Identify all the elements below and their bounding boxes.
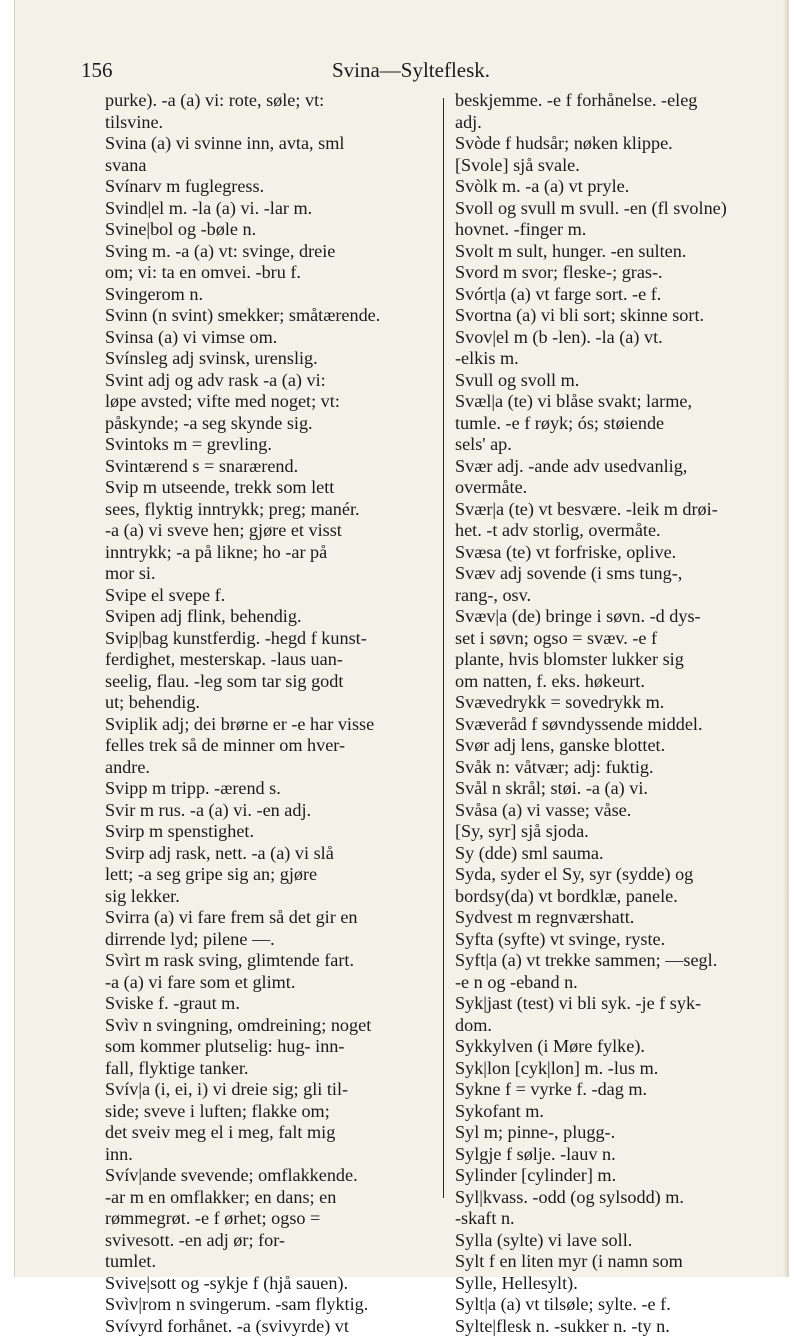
entry-line: som kommer plutselig: hug- inn- xyxy=(105,1036,433,1058)
entry-line: tumle. -e f røyk; ós; støiende xyxy=(455,413,779,435)
entry-line: Svål n skrål; støi. -a (a) vi. xyxy=(455,778,779,800)
entry-line: Svåsa (a) vi vasse; våse. xyxy=(455,800,779,822)
entry-line: tumlet. xyxy=(105,1251,433,1273)
entry-line: Svipe el svepe f. xyxy=(105,585,433,607)
entry-line: Sykofant m. xyxy=(455,1101,779,1123)
entry-line: Sving m. -a (a) vt: svinge, dreie xyxy=(105,241,433,263)
entry-line: mor si. xyxy=(105,563,433,585)
entry-line: hovnet. -finger m. xyxy=(455,219,779,241)
entry-line: Svìv n svingning, omdreining; noget xyxy=(105,1015,433,1037)
entry-line: Svolt m sult, hunger. -en sulten. xyxy=(455,241,779,263)
entry-line: Svør adj lens, ganske blottet. xyxy=(455,735,779,757)
entry-line: svana xyxy=(105,155,433,177)
entry-line: sels' ap. xyxy=(455,434,779,456)
entry-line: Sylt|a (a) vt tilsøle; sylte. -e f. xyxy=(455,1294,779,1316)
entry-line: Svull og svoll m. xyxy=(455,370,779,392)
entry-line: svivesott. -en adj ør; for- xyxy=(105,1230,433,1252)
entry-line: -e n og -eband n. xyxy=(455,972,779,994)
entry-line: tilsvine. xyxy=(105,112,433,134)
entry-line: Svov|el m (b -len). -la (a) vt. xyxy=(455,327,779,349)
entry-line: Sylle, Hellesylt). xyxy=(455,1273,779,1295)
entry-line: Syk|jast (test) vi bli syk. -je f syk- xyxy=(455,993,779,1015)
entry-line: sig lekker. xyxy=(105,886,433,908)
entry-line: Sylgje f sølje. -lauv n. xyxy=(455,1144,779,1166)
entry-line: bordsy(da) vt bordklæ, panele. xyxy=(455,886,779,908)
entry-line: Sylla (sylte) vi lave soll. xyxy=(455,1230,779,1252)
entry-line: het. -t adv storlig, overmåte. xyxy=(455,520,779,542)
entry-line: Svìv|rom n svingerum. -sam flyktig. xyxy=(105,1294,433,1316)
entry-line: inn. xyxy=(105,1144,433,1166)
entry-line: felles trek så de minner om hver- xyxy=(105,735,433,757)
entry-line: Svær adj. -ande adv usedvanlig, xyxy=(455,456,779,478)
entry-line: Sykkylven (i Møre fylke). xyxy=(455,1036,779,1058)
entry-line: Svòlk m. -a (a) vt pryle. xyxy=(455,176,779,198)
entry-line: adj. xyxy=(455,112,779,134)
entry-line: Svórt|a (a) vt farge sort. -e f. xyxy=(455,284,779,306)
entry-line: Svæveråd f søvndyssende middel. xyxy=(455,714,779,736)
running-head: Svina—Sylteflesk. xyxy=(81,58,741,83)
entry-line: løpe avsted; vifte med noget; vt: xyxy=(105,391,433,413)
entry-line: Svåk n: våtvær; adj: fuktig. xyxy=(455,757,779,779)
entry-line: Svínarv m fuglegress. xyxy=(105,176,433,198)
entry-line: Sylinder [cylinder] m. xyxy=(455,1165,779,1187)
entry-line: Sy (dde) sml sauma. xyxy=(455,843,779,865)
entry-line: Svív|ande svevende; omflakkende. xyxy=(105,1165,433,1187)
entry-line: Svir m rus. -a (a) vi. -en adj. xyxy=(105,800,433,822)
entry-line: Sviske f. -graut m. xyxy=(105,993,433,1015)
column-divider xyxy=(443,98,444,1198)
entry-line: Svæv|a (de) bringe i søvn. -d dys- xyxy=(455,606,779,628)
entry-line: overmåte. xyxy=(455,477,779,499)
entry-line: Svingerom n. xyxy=(105,284,433,306)
entry-line: dirrende lyd; pilene —. xyxy=(105,929,433,951)
entry-line: Svord m svor; fleske-; gras-. xyxy=(455,262,779,284)
entry-line: Svip|bag kunstferdig. -hegd f kunst- xyxy=(105,628,433,650)
entry-line: Svint adj og adv rask -a (a) vi: xyxy=(105,370,433,392)
entry-line: Svipen adj flink, behendig. xyxy=(105,606,433,628)
entry-line: dom. xyxy=(455,1015,779,1037)
entry-line: rømmegrøt. -e f ørhet; ogso = xyxy=(105,1208,433,1230)
entry-line: lett; -a seg gripe sig an; gjøre xyxy=(105,864,433,886)
entry-line: Sylte|flesk n. -sukker n. -ty n. xyxy=(455,1316,779,1337)
entry-line: fall, flyktige tanker. xyxy=(105,1058,433,1080)
entry-line: Syl m; pinne-, plugg-. xyxy=(455,1122,779,1144)
entry-line: Sylt f en liten myr (i namn som xyxy=(455,1251,779,1273)
entry-line: beskjemme. -e f forhånelse. -eleg xyxy=(455,90,779,112)
entry-line: påskynde; -a seg skynde sig. xyxy=(105,413,433,435)
entry-line: om; vi: ta en omvei. -bru f. xyxy=(105,262,433,284)
entry-line: Svær|a (te) vt besvære. -leik m drøi- xyxy=(455,499,779,521)
entry-line: Sykne f = vyrke f. -dag m. xyxy=(455,1079,779,1101)
entry-line: ferdighet, mesterskap. -laus uan- xyxy=(105,649,433,671)
entry-line: ut; behendig. xyxy=(105,692,433,714)
entry-line: -a (a) vi fare som et glimt. xyxy=(105,972,433,994)
entry-line: seelig, flau. -leg som tar sig godt xyxy=(105,671,433,693)
entry-line: Svipp m tripp. -ærend s. xyxy=(105,778,433,800)
entry-line: Syft|a (a) vt trekke sammen; —segl. xyxy=(455,950,779,972)
entry-line: Svina (a) vi svinne inn, avta, sml xyxy=(105,133,433,155)
entry-line: Svoll og svull m svull. -en (fl svolne) xyxy=(455,198,779,220)
entry-line: Svive|sott og -sykje f (hjå sauen). xyxy=(105,1273,433,1295)
left-column xyxy=(105,90,433,1337)
entry-line: rang-, osv. xyxy=(455,585,779,607)
entry-line: Svæv adj sovende (i sms tung-, xyxy=(455,563,779,585)
dictionary-page xyxy=(14,0,789,1277)
entry-line: Sydvest m regnværshatt. xyxy=(455,907,779,929)
entry-line: -skaft n. xyxy=(455,1208,779,1230)
entry-line: [Svole] sjå svale. xyxy=(455,155,779,177)
entry-line: andre. xyxy=(105,757,433,779)
page-header xyxy=(81,58,741,86)
entry-line: Svine|bol og -bøle n. xyxy=(105,219,433,241)
entry-line: Syda, syder el Sy, syr (sydde) og xyxy=(455,864,779,886)
page-number: 156 xyxy=(81,58,113,83)
page-edge xyxy=(783,0,789,1277)
entry-line: Svip m utseende, trekk som lett xyxy=(105,477,433,499)
entry-line: Svòde f hudsår; nøken klippe. xyxy=(455,133,779,155)
entry-line: Svind|el m. -la (a) vi. -lar m. xyxy=(105,198,433,220)
right-column xyxy=(455,90,779,1337)
entry-line: Syl|kvass. -odd (og sylsodd) m. xyxy=(455,1187,779,1209)
entry-line: -ar m en omflakker; en dans; en xyxy=(105,1187,433,1209)
entry-line: Svív|a (i, ei, i) vi dreie sig; gli til- xyxy=(105,1079,433,1101)
entry-line: sees, flyktig inntrykk; preg; manér. xyxy=(105,499,433,521)
entry-line: Svirp m spenstighet. xyxy=(105,821,433,843)
entry-line: Svinn (n svint) smekker; småtærende. xyxy=(105,305,433,327)
entry-line: det sveiv meg el i meg, falt mig xyxy=(105,1122,433,1144)
entry-line: plante, hvis blomster lukker sig xyxy=(455,649,779,671)
entry-line: Svirp adj rask, nett. -a (a) vi slå xyxy=(105,843,433,865)
entry-line: [Sy, syr] sjå sjoda. xyxy=(455,821,779,843)
entry-line: Svæl|a (te) vi blåse svakt; larme, xyxy=(455,391,779,413)
entry-line: Svìrt m rask sving, glimtende fart. xyxy=(105,950,433,972)
entry-line: Svortna (a) vi bli sort; skinne sort. xyxy=(455,305,779,327)
entry-line: Svintærend s = snarærend. xyxy=(105,456,433,478)
entry-line: -elkis m. xyxy=(455,348,779,370)
entry-line: om natten, f. eks. høkeurt. xyxy=(455,671,779,693)
entry-line: Syk|lon [cyk|lon] m. -lus m. xyxy=(455,1058,779,1080)
entry-line: set i søvn; ogso = svæv. -e f xyxy=(455,628,779,650)
entry-line: -a (a) vi sveve hen; gjøre et visst xyxy=(105,520,433,542)
entry-line: Svínsleg adj svinsk, urenslig. xyxy=(105,348,433,370)
entry-line: Svívyrd forhånet. -a (svivyrde) vt xyxy=(105,1316,433,1337)
entry-line: Sviplik adj; dei brørne er -e har visse xyxy=(105,714,433,736)
entry-line: Svirra (a) vi fare frem så det gir en xyxy=(105,907,433,929)
entry-line: inntrykk; -a på likne; ho -ar på xyxy=(105,542,433,564)
entry-line: Syfta (syfte) vt svinge, ryste. xyxy=(455,929,779,951)
entry-line: Svinsa (a) vi vimse om. xyxy=(105,327,433,349)
entry-line: side; sveve i luften; flakke om; xyxy=(105,1101,433,1123)
entry-line: purke). -a (a) vi: rote, søle; vt: xyxy=(105,90,433,112)
entry-line: Svævedrykk = sovedrykk m. xyxy=(455,692,779,714)
entry-line: Svintoks m = grevling. xyxy=(105,434,433,456)
entry-line: Svæsa (te) vt forfriske, oplive. xyxy=(455,542,779,564)
